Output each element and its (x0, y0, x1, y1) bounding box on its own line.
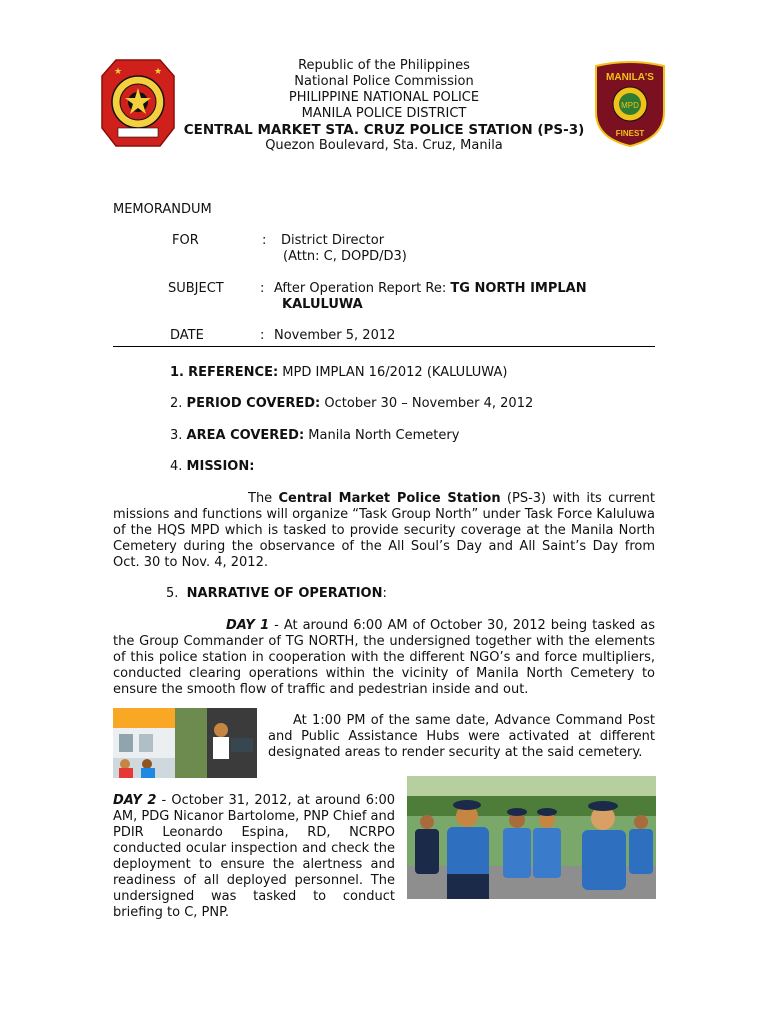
header-mpd: MANILA POLICE DISTRICT (301, 106, 467, 121)
svg-text:★: ★ (154, 67, 163, 77)
date-colon: : (260, 328, 265, 343)
subject-label: SUBJECT (168, 281, 224, 296)
header-pnp: PHILIPPINE NATIONAL POLICE (288, 90, 480, 105)
item-4-label: MISSION: (186, 459, 255, 474)
item-2-value: October 30 – November 4, 2012 (324, 396, 534, 411)
item-narrative (166, 586, 387, 601)
item-5-label: NARRATIVE OF OPERATION (186, 586, 383, 601)
for-label: FOR (172, 233, 199, 248)
subject-colon: : (260, 281, 265, 296)
for-value: District Director (281, 233, 385, 248)
item-1-value: MPD IMPLAN 16/2012 (KALULUWA) (278, 365, 508, 380)
date-value: November 5, 2012 (274, 328, 396, 343)
day2-paragraph (113, 793, 395, 921)
item-3-num: 3. (170, 428, 183, 443)
item-5-num: 5. (166, 586, 179, 601)
item-area (170, 428, 459, 443)
day1-paragraph-2: At 1:00 PM of the same date, Advance Command Post and Public Assistance Hubs were activated at different designated areas to render security at the said cemetery. (268, 713, 655, 760)
badge-text-top: MANILA'S (606, 72, 654, 83)
item-3-value: Manila North Cemetery (308, 428, 460, 443)
item-1-label: REFERENCE: (188, 365, 279, 380)
header-republic: Republic of the Philippines (298, 58, 470, 73)
mission-pre: The (248, 491, 279, 506)
item-2-label: PERIOD COVERED: (186, 396, 321, 411)
mission-paragraph (113, 491, 655, 571)
item-4-num: 4. (170, 459, 183, 474)
date-label: DATE (170, 328, 204, 343)
photo-public-assistance-hub (113, 708, 257, 778)
item-1-num: 1. (170, 365, 184, 380)
header-divider (113, 346, 655, 347)
mission-station: Central Market Police Station (278, 491, 501, 506)
day1-paragraph (113, 618, 655, 698)
header-napolcom: National Police Commission (294, 74, 474, 89)
photo-police-officers (407, 776, 656, 899)
item-period (170, 396, 533, 411)
day2-text: - October 31, 2012, at around 6:00 AM, PDG Nicanor Bartolome, PNP Chief and PDIR Leonardo Espina, RD, NCRPO conducted ocular inspection and check the deployment to ensure the alertness and readiness of all deployed personnel. The undersigned was tasked to conduct briefing to C, PNP. (113, 793, 395, 920)
day1-text: - At around 6:00 AM of October 30, 2012 being tasked as the Group Commander of TG NORTH, the undersigned together with the elements of this police station in cooperation with the different NGO’s and force multipliers, conducted clearing operations within the vicinity of Manila North Cemetery to ensure the smooth flow of traffic and pedestrian inside and out. (113, 618, 655, 697)
item-3-label: AREA COVERED: (186, 428, 305, 443)
badge-text-bottom: FINEST (615, 129, 645, 138)
badge-text-small: MPD (621, 101, 639, 110)
subject-implan: TG NORTH IMPLAN (450, 281, 587, 296)
item-5-colon: : (382, 586, 387, 601)
mission-post: (PS-3) with its current missions and functions will organize “Task Group North” under Task Force Kaluluwa of the HQS MPD which is tasked to provide security coverage at the Manila North Cemetery during the observance of the All Soul’s Day and All Saint’s Day from Oct. 30 to Nov. 4, 2012. (113, 491, 656, 570)
item-reference (170, 365, 507, 380)
subject-prefix: After Operation Report Re: (274, 281, 451, 296)
day2-label: DAY 2 (113, 793, 157, 808)
subject-kaluluwa: KALULUWA (282, 297, 363, 312)
item-2-num: 2. (170, 396, 183, 411)
svg-text:★: ★ (114, 67, 123, 77)
subject-value (274, 281, 587, 296)
item-mission (170, 459, 254, 474)
for-attn: (Attn: C, DOPD/D3) (283, 249, 407, 264)
day1-label: DAY 1 (226, 618, 270, 633)
for-colon: : (262, 233, 267, 248)
header-address: Quezon Boulevard, Sta. Cruz, Manila (265, 138, 503, 153)
header-station: CENTRAL MARKET STA. CRUZ POLICE STATION (PS-3) (183, 122, 585, 138)
memo-title: MEMORANDUM (113, 202, 212, 217)
